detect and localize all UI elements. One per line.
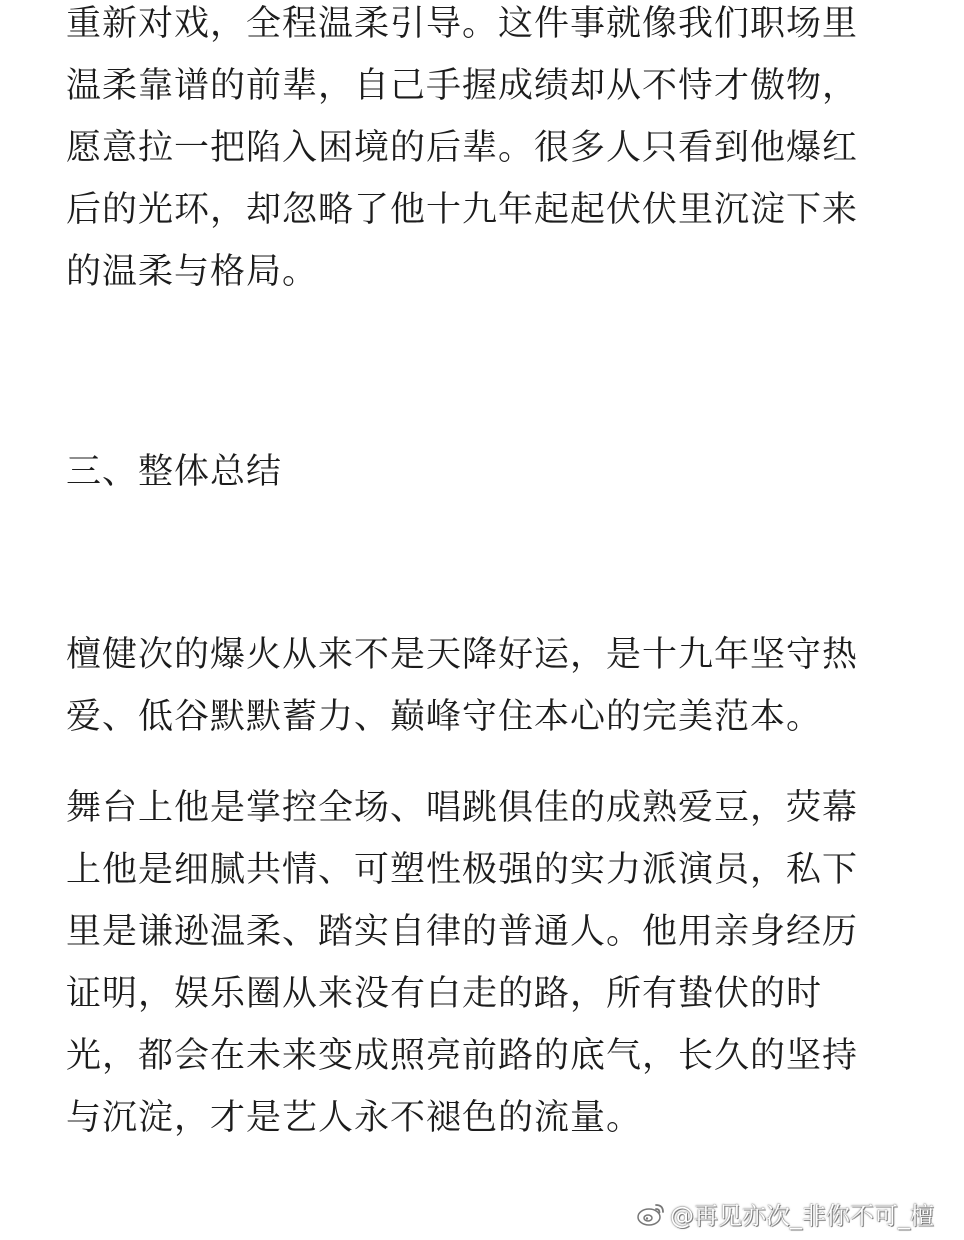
weibo-logo-icon	[636, 1201, 666, 1227]
paragraph-line: 后的光环，却忽略了他十九年起起伏伏里沉淀下来	[66, 190, 859, 230]
paragraph-line: 光，都会在未来变成照亮前路的底气，长久的坚持	[66, 1036, 859, 1076]
paragraph-line: 舞台上他是掌控全场、唱跳俱佳的成熟爱豆，荧幕	[66, 788, 859, 828]
paragraph-2	[66, 624, 896, 748]
paragraph-line: 愿意拉一把陷入困境的后辈。很多人只看到他爆红	[66, 128, 859, 168]
paragraph-line: 上他是细腻共情、可塑性极强的实力派演员，私下	[66, 850, 859, 890]
paragraph-line: 温柔靠谱的前辈，自己手握成绩却从不恃才傲物，	[66, 66, 859, 106]
paragraph-line: 与沉淀，才是艺人永不褪色的流量。	[66, 1098, 643, 1138]
paragraph-line: 檀健次的爆火从来不是天降好运，是十九年坚守热	[66, 635, 859, 675]
paragraph-line: 重新对戏，全程温柔引导。这件事就像我们职场里	[66, 4, 859, 44]
section-heading: 三、整体总结	[66, 452, 283, 492]
paragraph-line: 爱、低谷默默蓄力、巅峰守住本心的完美范本。	[66, 697, 823, 737]
watermark-text: @再见亦次_非你不可_檀	[670, 1202, 934, 1230]
watermark	[636, 1196, 934, 1231]
paragraph-3	[66, 777, 896, 1149]
paragraph-line: 证明，娱乐圈从来没有白走的路，所有蛰伏的时	[66, 974, 823, 1014]
paragraph-line: 的温柔与格局。	[66, 252, 319, 292]
paragraph-1	[66, 0, 896, 303]
paragraph-line: 里是谦逊温柔、踏实自律的普通人。他用亲身经历	[66, 912, 859, 952]
